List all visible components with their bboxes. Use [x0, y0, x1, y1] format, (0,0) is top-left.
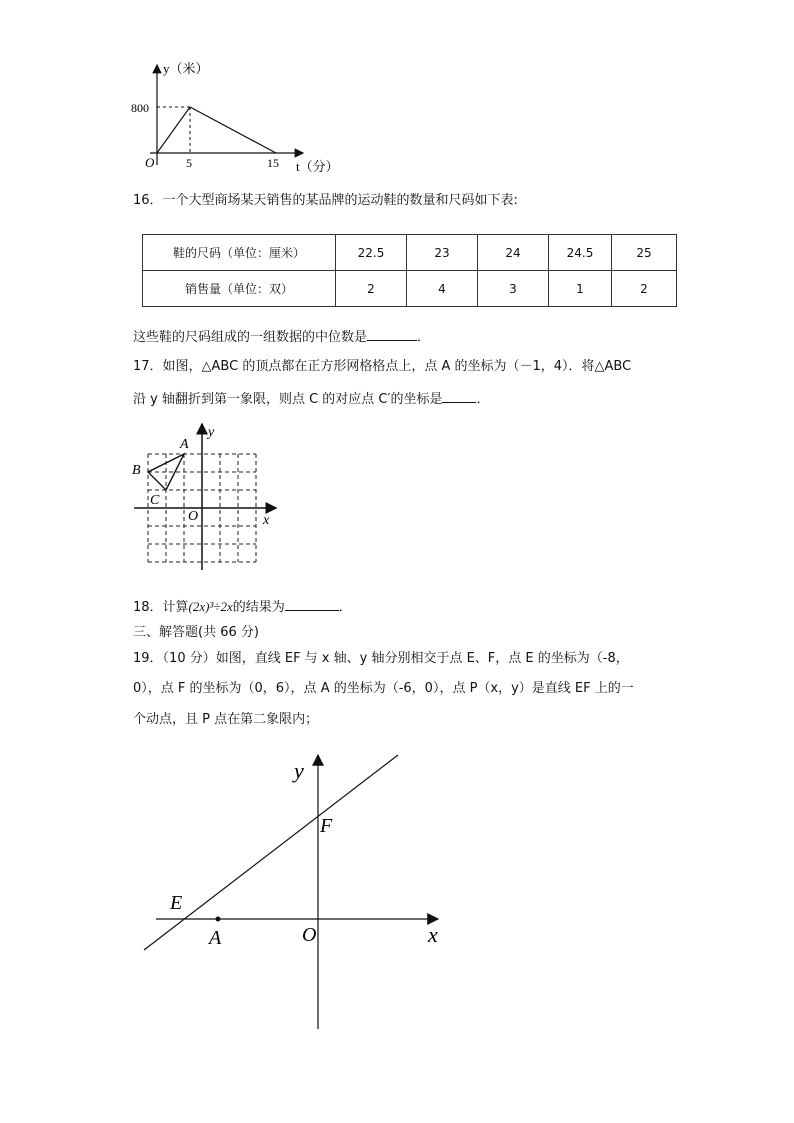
label-x: x: [428, 922, 438, 947]
table-cell: 4: [407, 271, 478, 307]
answer-blank: [285, 596, 339, 611]
answer-blank: [442, 388, 476, 403]
label-x: x: [263, 513, 270, 528]
shoe-size-table: [142, 234, 677, 307]
x-tick-5: 5: [186, 156, 192, 170]
label-e: E: [170, 892, 183, 914]
t-axis-label: t（分）: [296, 159, 339, 174]
label-o: O: [188, 509, 199, 524]
q17-line2-text: 沿 y 轴翻折到第一象限，则点 C 的对应点 C′的坐标是: [133, 392, 443, 407]
line-ef: [144, 755, 398, 950]
table-cell: 25: [612, 235, 677, 271]
table-row: [143, 271, 677, 307]
distance-time-graph: [125, 55, 355, 180]
q16-answer-text: 这些鞋的尺码组成的一组数据的中位数是: [133, 330, 368, 345]
origin-label: O: [145, 155, 155, 170]
label-b: B: [132, 463, 141, 478]
grid-figure: [128, 418, 288, 578]
q17-end: ．: [476, 392, 490, 407]
table-row: [143, 235, 677, 271]
table-header-sales: 销售量（单位：双）: [143, 271, 336, 307]
section-title: 三、解答题(共 66 分): [133, 625, 259, 640]
label-o: O: [302, 924, 317, 946]
q18-suffix: 的结果为: [232, 600, 285, 615]
label-f: F: [320, 815, 333, 837]
label-a: A: [180, 437, 189, 452]
q19-line3: 个动点，且 P 点在第二象限内；: [133, 712, 319, 727]
q17-line1: 17．如图，△ABC 的顶点都在正方形网格格点上，点 A 的坐标为（－1，4）．将△ABC: [133, 359, 632, 374]
label-y: y: [294, 758, 304, 783]
table-cell: 2: [336, 271, 407, 307]
x-tick-15: 15: [267, 156, 279, 170]
point-a: [216, 917, 221, 922]
table-cell: 23: [407, 235, 478, 271]
table-cell: 2: [612, 271, 677, 307]
table-header-size: 鞋的尺码（单位：厘米）: [143, 235, 336, 271]
table-cell: 3: [478, 271, 549, 307]
table-cell: 22.5: [336, 235, 407, 271]
q19-line1: 19．（10 分）如图，直线 EF 与 x 轴、y 轴分别相交于点 E、F，点 E 的坐标为（-8，: [133, 651, 629, 666]
q18-expression: (2x)³÷2x: [188, 599, 233, 614]
table-cell: 1: [549, 271, 612, 307]
q18-prefix: 18．计算: [133, 600, 189, 615]
q18-end: ．: [338, 600, 352, 615]
line-ef-figure: [130, 745, 460, 1035]
y-value-label: 800: [131, 101, 149, 115]
q16-answer-line: [133, 326, 430, 348]
label-a: A: [209, 927, 222, 949]
q19-line2: 0），点 F 的坐标为（0，6），点 A 的坐标为（-6，0），点 P（x，y）是直线 EF 上的一: [133, 681, 634, 696]
down-segment: [190, 107, 276, 153]
q16-text: 16．一个大型商场某天销售的某品牌的运动鞋的数量和尺码如下表:: [133, 193, 518, 208]
q17-line2: [133, 388, 489, 410]
answer-blank: [367, 326, 417, 341]
q16-end: ．: [417, 330, 431, 345]
q18-line: [133, 596, 352, 618]
label-c: C: [150, 493, 160, 508]
label-y: y: [208, 425, 215, 440]
y-axis-label: y（米）: [163, 61, 209, 76]
table-cell: 24: [478, 235, 549, 271]
table-cell: 24.5: [549, 235, 612, 271]
up-segment: [157, 107, 190, 153]
